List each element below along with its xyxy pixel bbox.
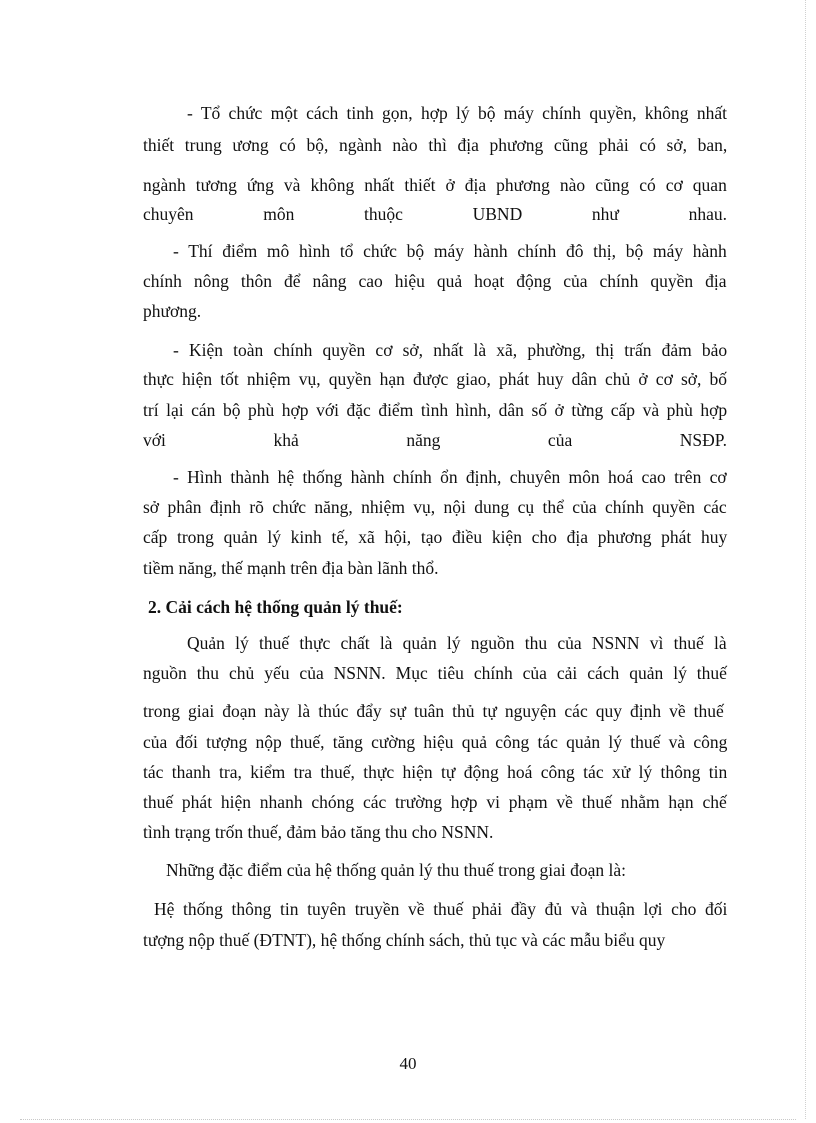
- word: môn: [263, 204, 295, 224]
- paragraph2-line2: chính nông thôn để nâng cao hiệu quả hoạt động của chính quyền địa: [143, 271, 727, 291]
- paragraph4-line1: - Hình thành hệ thống hành chính ổn định, chuyên môn hoá cao trên cơ: [173, 467, 727, 487]
- word: thuộc: [364, 204, 403, 224]
- paragraph3-line3: trí lại cán bộ phù hợp với đặc điểm tình hình, dân số ở từng cấp và phù hợp: [143, 400, 728, 420]
- word: khả: [273, 430, 299, 450]
- paragraph5-line1: Quản lý thuế thực chất là quản lý nguồn thu của NSNN vì thuế là: [187, 633, 727, 653]
- paragraph4-line2: sở phân định rõ chức năng, nhiệm vụ, nội dung cụ thể của chính quyền các: [143, 497, 727, 517]
- paragraph1-line1: - Tổ chức một cách tinh gọn, hợp lý bộ máy chính quyền, không nhất: [187, 103, 727, 123]
- page-border-right: [805, 0, 806, 1119]
- paragraph5-line5: tác thanh tra, kiểm tra thuế, thực hiện tự động hoá công tác xử lý thông tin: [143, 762, 728, 782]
- paragraph5-line2: nguồn thu chủ yếu của NSNN. Mục tiêu chính của cải cách quản lý thuế: [143, 663, 727, 683]
- paragraph4-line3: cấp trong quản lý kinh tế, xã hội, tạo điều kiện cho địa phương phát huy: [143, 527, 728, 547]
- paragraph1-line4: [143, 203, 727, 225]
- paragraph3-line2: thực hiện tốt nhiệm vụ, quyền hạn được giao, phát huy dân chủ ở cơ sở, bố: [143, 369, 728, 389]
- paragraph5-line6: thuế phát hiện nhanh chóng các trường hợp vi phạm về thuế nhằm hạn chế: [143, 792, 727, 812]
- paragraph5-line3: trong giai đoạn này là thúc đẩy sự tuân thủ tự nguyện các quy định về thuế: [143, 701, 724, 721]
- paragraph4-line4: tiềm năng, thế mạnh trên địa bàn lãnh thổ.: [143, 558, 439, 578]
- paragraph3-line4: [143, 429, 727, 451]
- section-heading: 2. Cải cách hệ thống quản lý thuế:: [148, 597, 403, 617]
- word: nhau.: [688, 204, 727, 224]
- paragraph2-line3: phương.: [143, 301, 202, 321]
- paragraph3-line1: - Kiện toàn chính quyền cơ sở, nhất là xã, phường, thị trấn đảm bảo: [173, 340, 728, 360]
- word: NSĐP.: [679, 430, 727, 450]
- word: như: [591, 204, 619, 224]
- paragraph5-line4: của đối tượng nộp thuế, tăng cường hiệu quả công tác quản lý thuế và công: [143, 732, 728, 752]
- page-border-bottom: [20, 1119, 796, 1120]
- word: năng: [406, 430, 441, 450]
- paragraph6-line1: Những đặc điểm của hệ thống quản lý thu thuế trong giai đoạn là:: [166, 860, 626, 880]
- paragraph5-line7: tình trạng trốn thuế, đảm bảo tăng thu cho NSNN.: [143, 822, 494, 842]
- word: UBND: [472, 204, 523, 224]
- word: chuyên: [143, 204, 194, 224]
- paragraph1-line3: ngành tương ứng và không nhất thiết ở địa phương nào cũng có cơ quan: [143, 175, 727, 195]
- paragraph1-line2: thiết trung ương có bộ, ngành nào thì địa phương cũng phải có sở, ban,: [143, 135, 728, 155]
- paragraph7-line2: tượng nộp thuế (ĐTNT), hệ thống chính sách, thủ tục và các mẫu biểu quy: [143, 930, 666, 950]
- page-number: 40: [399, 1054, 417, 1073]
- paragraph7-line1: Hệ thống thông tin tuyên truyền về thuế phải đầy đủ và thuận lợi cho đối: [154, 899, 728, 919]
- word: với: [143, 430, 166, 450]
- word: của: [547, 430, 573, 450]
- paragraph2-line1: - Thí điểm mô hình tổ chức bộ máy hành chính đô thị, bộ máy hành: [173, 241, 727, 261]
